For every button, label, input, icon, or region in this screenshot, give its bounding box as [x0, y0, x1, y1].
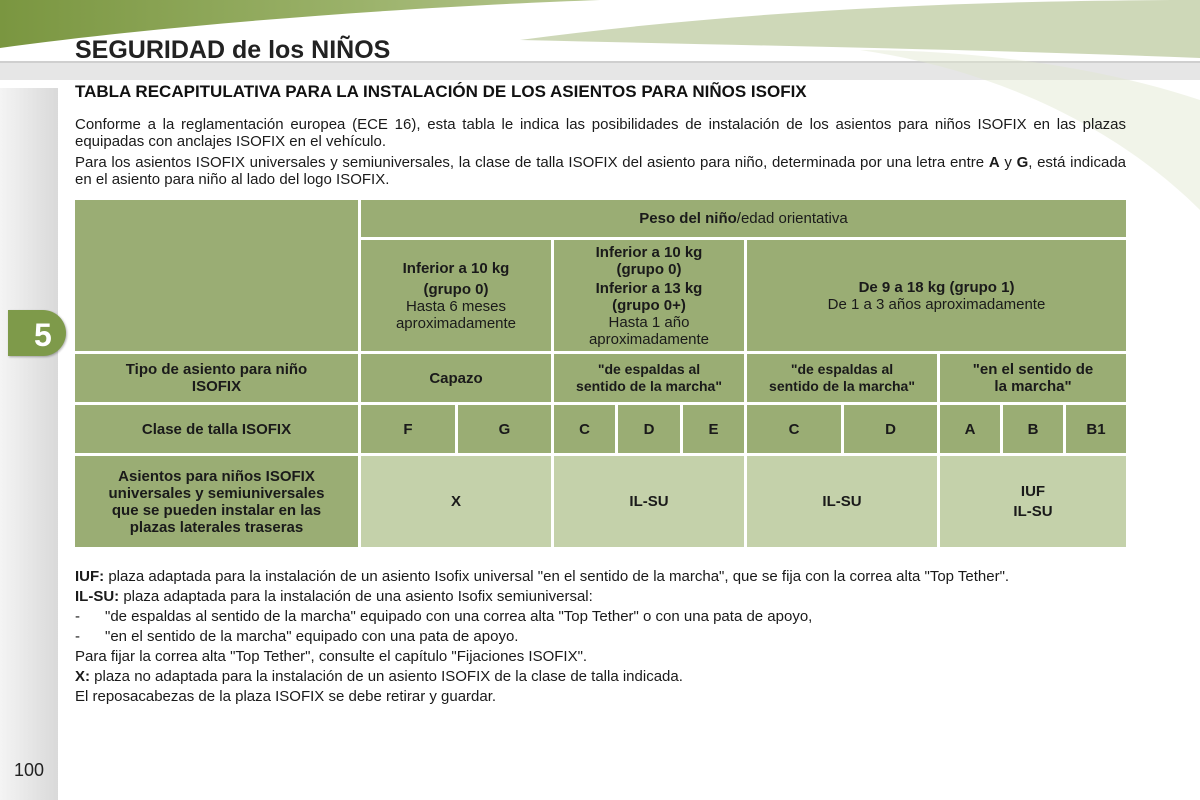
size-class-label: Clase de talla ISOFIX	[75, 405, 358, 453]
seat-type-carrycot: Capazo	[361, 354, 551, 402]
size-class-cell: E	[683, 405, 744, 453]
seat-type-label: Tipo de asiento para niño ISOFIX	[75, 354, 358, 402]
size-class-cell: G	[458, 405, 551, 453]
seats-label: Asientos para niños ISOFIX universales y semiuniversales que se pueden instalar en las plazas laterales traseras	[75, 456, 358, 547]
intro-paragraph-2: Para los asientos ISOFIX universales y semiuniversales, la clase de talla ISOFIX del asiento para niño, determinada por una letra entre A y G, está indicada en el asiento para niño al lado del logo ISOFIX.	[75, 154, 1127, 188]
size-class-cell: C	[747, 405, 841, 453]
group-0plus-cell: Inferior a 10 kg (grupo 0) Inferior a 13 kg (grupo 0+) Hasta 1 año aproximadamente	[554, 240, 744, 351]
chapter-number: 5	[34, 317, 52, 353]
note-dash-item: - "de espaldas al sentido de la marcha" equipado con una correa alta "Top Tether" o con una pata de apoyo,	[75, 608, 813, 625]
result-cell: IUF IL-SU	[940, 456, 1126, 547]
size-class-cell: C	[554, 405, 615, 453]
result-cell: IL-SU	[747, 456, 937, 547]
intro-text	[75, 116, 1126, 192]
result-cell: IL-SU	[554, 456, 744, 547]
page-margin-strip	[0, 88, 58, 800]
seat-type-rear-facing: "de espaldas al sentido de la marcha"	[747, 354, 937, 402]
notes-section	[75, 568, 1135, 708]
note-x: X: plaza no adaptada para la instalación de un asiento ISOFIX de la clase de talla indicada.	[75, 668, 683, 685]
seat-type-forward-facing: "en el sentido de la marcha"	[940, 354, 1126, 402]
seat-type-rear-facing: "de espaldas al sentido de la marcha"	[554, 354, 744, 402]
result-cell: X	[361, 456, 551, 547]
note-ilsu: IL-SU: plaza adaptada para la instalación de una asiento Isofix semiuniversal:	[75, 588, 593, 605]
table-corner-cell	[75, 200, 358, 351]
intro-paragraph-1: Conforme a la reglamentación europea (ECE 16), esta tabla le indica las posibilidades de instalación de los asientos para niños ISOFIX en las plazas equipadas con anclajes ISOFIX en el vehículo.	[75, 116, 1126, 150]
page-number: 100	[14, 760, 45, 780]
size-class-cell: A	[940, 405, 1000, 453]
chapter-tab	[8, 310, 66, 356]
page-title: SEGURIDAD de los NIÑOS	[75, 36, 391, 64]
size-class-cell: D	[618, 405, 680, 453]
note-dash-item: - "en el sentido de la marcha" equipado con una pata de apoyo.	[75, 628, 519, 645]
size-class-cell: D	[844, 405, 937, 453]
group-1-cell: De 9 a 18 kg (grupo 1) De 1 a 3 años aproximadamente	[747, 240, 1126, 351]
note-headrest: El reposacabezas de la plaza ISOFIX se debe retirar y guardar.	[75, 688, 497, 705]
weight-header: Peso del niño/edad orientativa	[361, 200, 1126, 237]
size-class-cell: B1	[1066, 405, 1126, 453]
size-class-cell: F	[361, 405, 455, 453]
note-iuf: IUF: plaza adaptada para la instalación de un asiento Isofix universal "en el sentido de la marcha", que se fija con la correa alta "Top Tether".	[75, 568, 1010, 585]
group-0-cell: Inferior a 10 kg (grupo 0) Hasta 6 meses aproximadamente	[361, 240, 551, 351]
section-title: TABLA RECAPITULATIVA PARA LA INSTALACIÓN DE LOS ASIENTOS PARA NIÑOS ISOFIX	[75, 82, 807, 101]
note-top-tether: Para fijar la correa alta "Top Tether", consulte el capítulo "Fijaciones ISOFIX".	[75, 648, 588, 665]
size-class-cell: B	[1003, 405, 1063, 453]
